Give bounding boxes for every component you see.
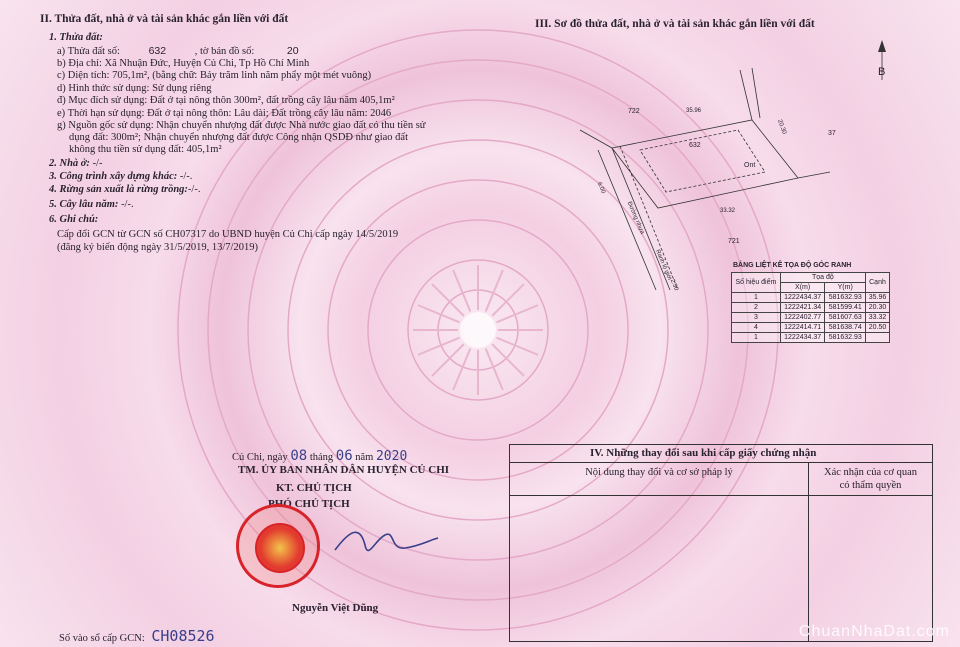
watermark: ChuanNhaDat.com (798, 623, 950, 640)
road-label: Đường nhựa (625, 200, 645, 236)
other-construction-line (49, 171, 192, 182)
trees-label: 5. Cây lâu năm: (49, 199, 119, 210)
handwritten-signature (330, 520, 440, 565)
changes-content-cell (510, 496, 809, 642)
trees-value: -/-. (121, 199, 134, 210)
edge-bottom: 33.32 (720, 208, 736, 214)
forest-line (49, 184, 200, 195)
house-label: 2. Nhà ở: (49, 158, 90, 169)
neighbor-37: 37 (828, 130, 836, 137)
road-limit-label: Ranh lộ giới (654, 248, 673, 282)
table-row: 4 1222414.71 581638.74 20.50 (732, 323, 890, 333)
table-row: 1 1222434.37 581632.93 35.96 (732, 293, 890, 303)
signer-name: Nguyễn Việt Dũng (292, 602, 379, 614)
neighbor-722: 722 (628, 108, 640, 115)
edge-top: 35.96 (686, 108, 702, 114)
date-day: 08 (290, 448, 308, 464)
col-x: X(m) (780, 283, 825, 293)
year-label: năm (355, 452, 374, 463)
date-prefix: Củ Chi, ngày (232, 452, 288, 463)
trees-line (49, 199, 134, 210)
section-3-title: III. Sơ đồ thửa đất, nhà ở và tài sản khác gắn liền với đất (535, 18, 815, 30)
confirm-header-line-1: Xác nhận của cơ quan (823, 467, 917, 478)
origin-line-2: dụng đất: 300m²; Nhận chuyển nhượng đất được Công nhận QSDĐ như giao đất (69, 132, 408, 143)
house-line (49, 158, 102, 169)
residential-area-dashed (640, 130, 765, 192)
diagram-parcel-number: 632 (689, 142, 701, 149)
table-row: 1 1222434.37 581632.93 (732, 333, 890, 343)
table-row: 2 1222421.34 581599.41 20.30 (732, 303, 890, 313)
term-line: e) Thời hạn sử dụng: Đất ở tại nông thôn: Lâu dài; Đất trồng cây lâu năm: 2046 (57, 108, 392, 119)
other-construction-label: 3. Công trình xây dựng khác: (49, 171, 178, 182)
col-edge: Cạnh (866, 273, 890, 293)
note-line-2: (đăng ký biến động ngày 31/5/2019, 13/7/2019) (57, 242, 258, 253)
parcel-diagram (560, 40, 900, 300)
coords-table-title: BẢNG LIỆT KÊ TỌA ĐỘ GÓC RANH (733, 262, 852, 269)
house-value: -/- (92, 158, 103, 169)
col-point: Số hiệu điểm (732, 273, 781, 293)
kt-chairman: KT. CHỦ TỊCH (276, 482, 352, 494)
changes-confirm-header (809, 463, 932, 495)
map-number: 20 (286, 45, 299, 57)
changes-content-header: Nội dung thay đổi và cơ sở pháp lý (510, 463, 809, 495)
changes-table (509, 444, 933, 642)
section-2-title: II. Thửa đất, nhà ở và tài sản khác gắn liền với đất (40, 13, 289, 25)
coords-table (731, 272, 890, 343)
col-y: Y(m) (825, 283, 866, 293)
parcel-number: 632 (148, 45, 167, 57)
official-red-seal (236, 504, 320, 588)
forest-label: 4. Rừng sản xuất là rừng trồng: (49, 184, 188, 195)
forest-value: -/-. (187, 184, 201, 195)
issuing-org: TM. ỦY BAN NHÂN DÂN HUYỆN CỦ CHI (238, 464, 450, 476)
address-line: b) Địa chỉ: Xã Nhuận Đức, Huyện Củ Chi, Tp Hồ Chí Minh (57, 58, 310, 69)
use-form-line: d) Hình thức sử dụng: Sử dụng riêng (57, 83, 212, 94)
road-offset: 2.50 (668, 278, 679, 292)
origin-line-1: g) Nguồn gốc sử dụng: Nhận chuyển nhượng đất được Nhà nước giao đất có thu tiền sử (57, 120, 426, 131)
date-year: 2020 (375, 449, 408, 464)
purpose-line: đ) Mục đích sử dụng: Đất ở tại nông thôn 300m², đất trồng cây lâu năm 405,1m² (57, 95, 395, 106)
confirm-header-line-2: có thẩm quyền (839, 480, 902, 491)
parcel-label: a) Thửa đất số: (57, 46, 120, 57)
parcel-line (57, 45, 299, 57)
road-width: 6.00 (595, 181, 606, 195)
date-month: 06 (335, 448, 353, 464)
diagram-land-type: Ont (744, 162, 756, 169)
note-line-1: Cấp đổi GCN từ GCN số CH07317 do UBND huyện Củ Chi cấp ngày 14/5/2019 (57, 229, 399, 240)
table-row: 3 1222402.77 581607.63 33.32 (732, 313, 890, 323)
serial-line (59, 627, 215, 645)
serial-label: Số vào sổ cấp GCN: (59, 633, 145, 644)
map-label: , tờ bản đồ số: (194, 46, 255, 57)
edge-right: 20.30 (776, 118, 787, 136)
land-heading: 1. Thửa đất: (49, 32, 103, 43)
issue-date (232, 448, 407, 464)
note-heading: 6. Ghi chú: (49, 214, 99, 225)
area-line: c) Diện tích: 705,1m², (bằng chữ: Bảy trăm linh năm phẩy một mét vuông) (57, 70, 372, 81)
origin-line-3: không thu tiền sử dụng đất: 405,1m² (69, 144, 222, 155)
vice-chairman: PHÓ CHỦ TỊCH (268, 498, 350, 510)
col-coord: Tọa độ (780, 273, 865, 283)
section-4-title: IV. Những thay đổi sau khi cấp giấy chứng nhận (510, 445, 932, 463)
serial-number: CH08526 (151, 627, 215, 645)
neighbor-721: 721 (728, 238, 740, 245)
month-label: tháng (309, 452, 334, 463)
other-construction-value: -/-. (179, 171, 193, 182)
north-arrow-label: B (878, 66, 886, 78)
